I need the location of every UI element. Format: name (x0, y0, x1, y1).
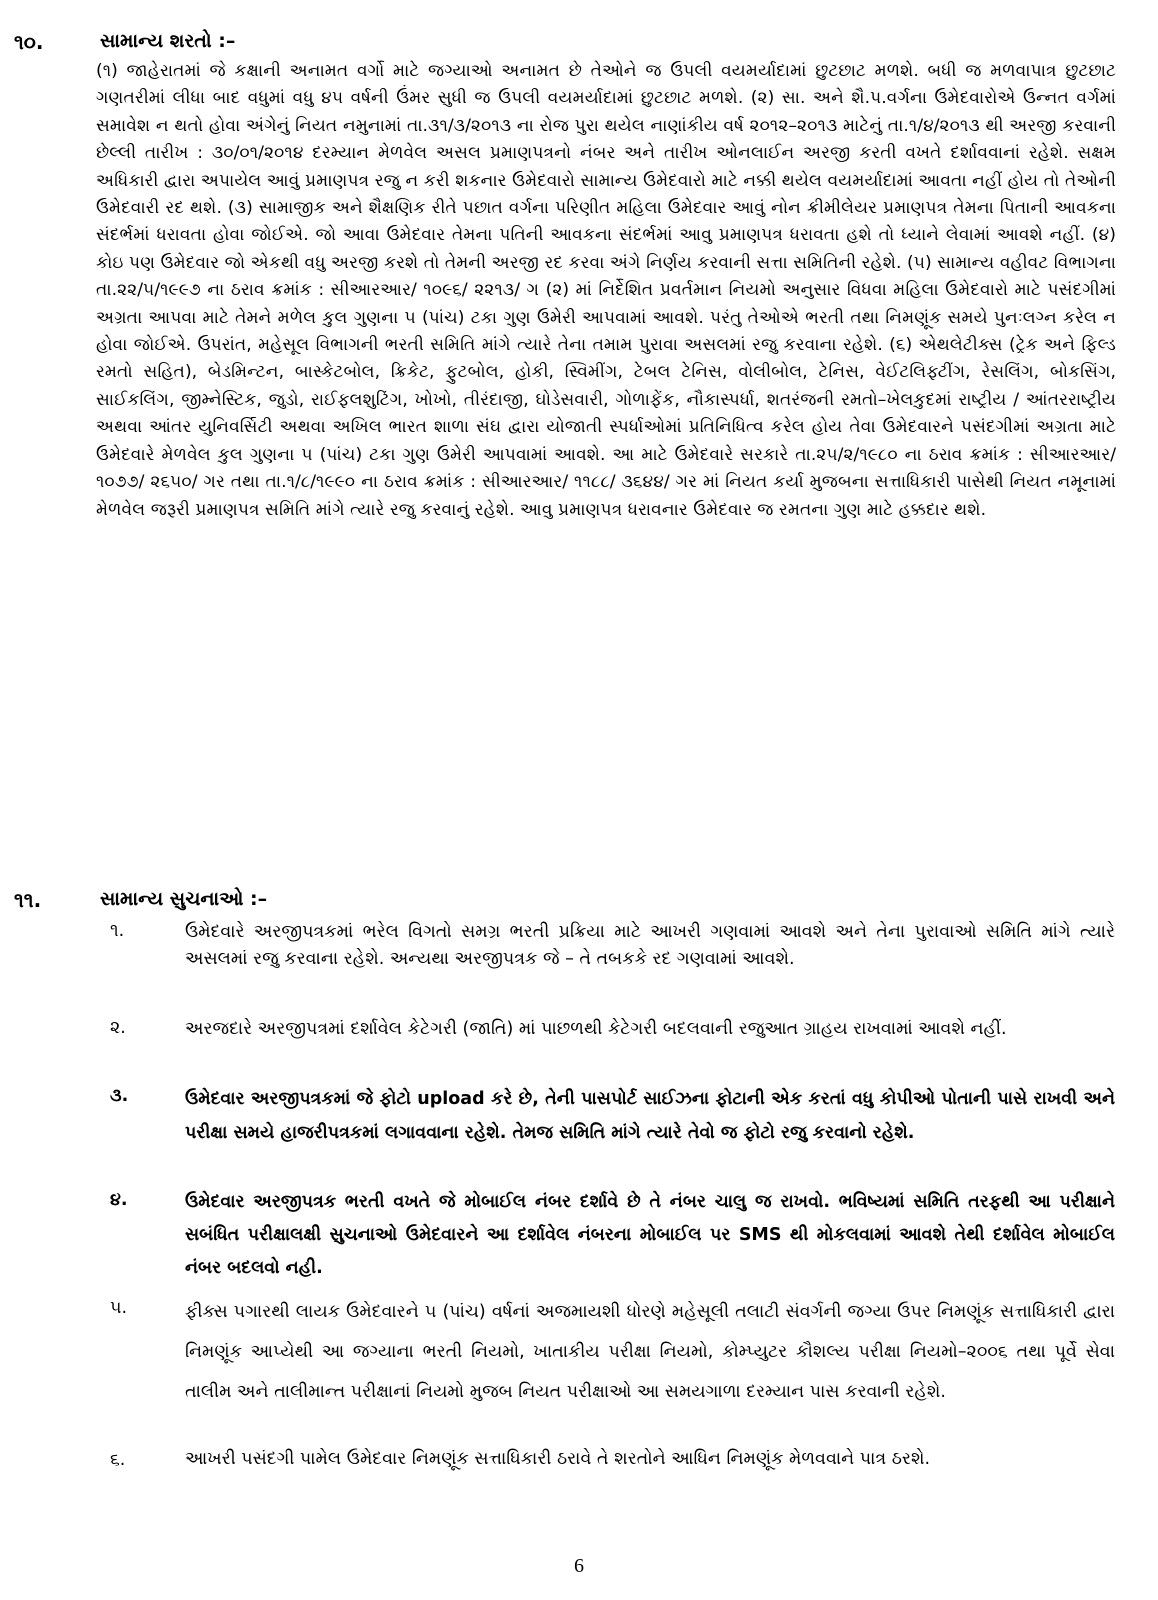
section-11-number: ૧૧. (14, 888, 42, 912)
section-11-title: સામાન્ય સુચનાઓ :– (100, 888, 268, 910)
section-10-title: સામાન્ય શરતો :– (100, 30, 236, 52)
instruction-1-text: ઉમેદવારે અરજીપત્રકમાં ભરેલ વિગતો સમગ્ર ભરતી પ્રક્રિયા માટે આખરી ગણવામાં આવશે અને તેના પુરાવાઓ સમિતિ માંગે ત્યારે અસલમાં રજુ કરવાના રહેશે. અન્યથા અરજીપત્રક જે – તે તબકકે રદ ગણવામાં આવશે. (185, 922, 1115, 969)
section-10-number: ૧૦. (14, 30, 44, 54)
instruction-3-number: ૩. (110, 1086, 129, 1106)
instruction-6-text: આખરી પસંદગી પામેલ ઉમેદવાર નિમણૂંક સત્તાધિકારી ઠરાવે તે શરતોને આધિન નિમણૂંક મેળવવાને પાત્ર ઠરશે. (185, 1449, 931, 1469)
instruction-2-number: ૨. (110, 1018, 126, 1038)
instruction-1-number: ૧. (110, 921, 125, 941)
section-10-body: (૧) જાહેરાતમાં જે કક્ષાની અનામત વર્ગો માટે જગ્યાઓ અનામત છે તેઓને જ ઉપલી વયમર્યાદામાં છુટછાટ મળશે. બધી જ મળવાપાત્ર છુટછાટ ગણતરીમાં લીધા બાદ વધુમાં વધુ ૪૫ વર્ષની ઉંમર સુધી જ ઉપલી વયમર્યાદામાં છુટછાટ મળશે. (૨) સા. અને શૈ.પ.વર્ગના ઉમેદવારોએ ઉન્નત વર્ગમાં સમાવેશ ન થતો હોવા અંગેનું નિયત નમુનામાં તા.૩૧/૩/૨૦૧૩ ના રોજ પુરા થયેલ નાણાંકીય વર્ષ ૨૦૧૨–૨૦૧૩ માટેનું તા.૧/૪/૨૦૧૩ થી અરજી કરવાની છેલ્લી તારીખ : ૩૦/૦૧/૨૦૧૪ દરમ્યાન મેળવેલ અસલ પ્રમાણપત્રનો નંબર અને તારીખ ઓનલાઈન અરજી કરતી વખતે દર્શાવવાનાં રહેશે. સક્ષમ અધિકારી દ્વારા અપાયેલ આવું પ્રમાણપત્ર રજુ ન કરી શકનાર ઉમેદવારો સામાન્ય ઉમેદવારો માટે નક્કી થયેલ વયમર્યાદામાં આવતા નહીં હોય તો તેઓની ઉમેદવારી રદ થશે. (૩) સામાજીક અને શૈક્ષણિક રીતે પછાત વર્ગના પરિણીત મહિલા ઉમેદવાર આવું નોન ક્રીમીલેયર પ્રમાણપત્ર તેમના પિતાની આવકના સંદર્ભમાં ધરાવતા હોવા જોઈએ. જો આવા ઉમેદવાર તેમના પતિની આવકના સંદર્ભમાં આવુ પ્રમાણપત્ર ધરાવતા હશે તો ધ્યાને લેવામાં આવશે નહીં. (૪) કોઇ પણ ઉમેદવાર જો એકથી વધુ અરજી કરશે તો તેમની અરજી રદ કરવા અંગે નિર્ણય કરવાની સત્તા સમિતિની રહેશે. (૫) સામાન્ય વહીવટ વિભાગના તા.૨૨/૫/૧૯૯૭ ના ઠરાવ ક્રમાંક : સીઆરઆર/ ૧૦૯૬/ ૨૨૧૩/ ગ (૨) માં નિર્દેશિત પ્રવર્તમાન નિયમો અનુસાર વિધવા મહિલા ઉમેદવારો માટે પસંદગીમાં અગ્રતા આપવા માટે તેમને મળેલ કુલ ગુણના ૫ (પાંચ) ટકા ગુણ ઉમેરી આપવામાં આવશે. પરંતુ તેઓએ ભરતી તથા નિમણૂંક સમયે પુનઃલગ્ન કરેલ ન હોવા જોઈએ. ઉપરાંત, મહેસૂલ વિભાગની ભરતી સમિતિ માંગે ત્યારે તેના તમામ પુરાવા અસલમાં રજુ કરવાના રહેશે. (૬) એથલેટીક્સ (ટ્રેક અને ફિલ્ડ રમતો સહિત), બેડમિન્ટન, બાસ્કેટબોલ, ક્રિકેટ, ફુટબોલ, હોકી, સ્વિમીંગ, ટેબલ ટેનિસ, વોલીબોલ, ટેનિસ, વેઈટલિફ્ટીંગ, રેસલિંગ, બોકસિંગ, સાઈકલિંગ, જીમ્નેસ્ટિક, જુડો, રાઈફલશુટિંગ, ખોખો, તીરંદાજી, ઘોડેસવારી, ગોળાફેંક, નૌકાસ્પર્ધા, શતરંજની રમતો–ખેલકુદમાં રાષ્ટ્રીય / આંતરરાષ્ટ્રીય અથવા આંતર યુનિવર્સિટી અથવા અખિલ ભારત શાળા સંઘ દ્વારા યોજાતી સ્પર્ધાઓમાં પ્રતિનિધિત્વ કરેલ હોય તેવા ઉમેદવારને પસંદગીમાં અગ્રતા માટે ઉમેદવારે મેળવેલ કુલ ગુણના ૫ (પાંચ) ટકા ગુણ ઉમેરી આપવામાં આવશે. આ માટે ઉમેદવારે સરકારે તા.૨૫/૨/૧૯૮૦ ના ઠરાવ ક્રમાંક : સીઆરઆર/ ૧૦૭૭/ ૨૬૫૦/ ગર તથા તા.૧/૮/૧૯૯૦ ના ઠરાવ ક્રમાંક : સીઆરઆર/ ૧૧૮૮/ ૩૬૪૪/ ગર માં નિયત કર્યા મુજબના સત્તાધિકારી પાસેથી નિયત નમૂનામાં મેળવેલ જરૂરી પ્રમાણપત્ર સમિતિ માંગે ત્યારે રજુ કરવાનું રહેશે. આવુ પ્રમાણપત્ર ધરાવનાર ઉમેદવાર જ રમતના ગુણ માટે હક્કદાર થશે. (96, 61, 1117, 520)
instruction-5-number: ૫. (110, 1298, 128, 1318)
instruction-6-number: ૬. (110, 1450, 126, 1470)
instruction-3-text: ઉમેદવાર અરજીપત્રકમાં જે ફોટો upload કરે છે, તેની પાસપોર્ટ સાઈઝના ફોટાની એક કરતાં વધુ કોપીઓ પોતાની પાસે રાખવી અને પરીક્ષા સમયે હાજરીપત્રકમાં લગાવવાના રહેશે. તેમજ સમિતિ માંગે ત્યારે તેવો જ ફોટો રજુ કરવાનો રહેશે. (185, 1089, 1115, 1143)
instruction-4-text: ઉમેદવાર અરજીપત્રક ભરતી વખતે જે મોબાઈલ નંબર દર્શાવે છે તે નંબર ચાલુ જ રાખવો. ભવિષ્યમાં સમિતિ તરફથી આ પરીક્ષાને સબંધિત પરીક્ષાલક્ષી સુચનાઓ ઉમેદવારને આ દર્શાવેલ નંબરના મોબાઈલ પર SMS થી મોકલવામાં આવશે તેથી દર્શાવેલ મોબાઈલ નંબર બદલવો નહી. (185, 1192, 1115, 1278)
instruction-4-number: ૪. (110, 1190, 128, 1210)
instruction-5-text: ફીક્સ પગારથી લાયક ઉમેદવારને ૫ (પાંચ) વર્ષનાં અજમાયશી ધોરણે મહેસૂલી તલાટી સંવર્ગની જગ્યા ઉપર નિમણૂંક સત્તાધિકારી દ્વારા નિમણૂંક આપ્યેથી આ જગ્યાના ભરતી નિયમો, ખાતાકીય પરીક્ષા નિયમો, કોમ્પ્યુટર કૌશલ્ય પરીક્ષા નિયમો–૨૦૦૬ તથા પૂર્વે સેવા તાલીમ અને તાલીમાન્ત પરીક્ષાનાં નિયમો મુજબ નિયત પરીક્ષાઓ આ સમયગાળા દરમ્યાન પાસ કરવાની રહેશે. (185, 1302, 1115, 1402)
instruction-2-text: અરજદારે અરજીપત્રમાં દર્શાવેલ કેટેગરી (જાતિ) માં પાછળથી કેટેગરી બદલવાની રજુઆત ગ્રાહય રાખવામાં આવશે નહીં. (185, 1019, 1007, 1039)
page-number: 6 (574, 1555, 584, 1577)
